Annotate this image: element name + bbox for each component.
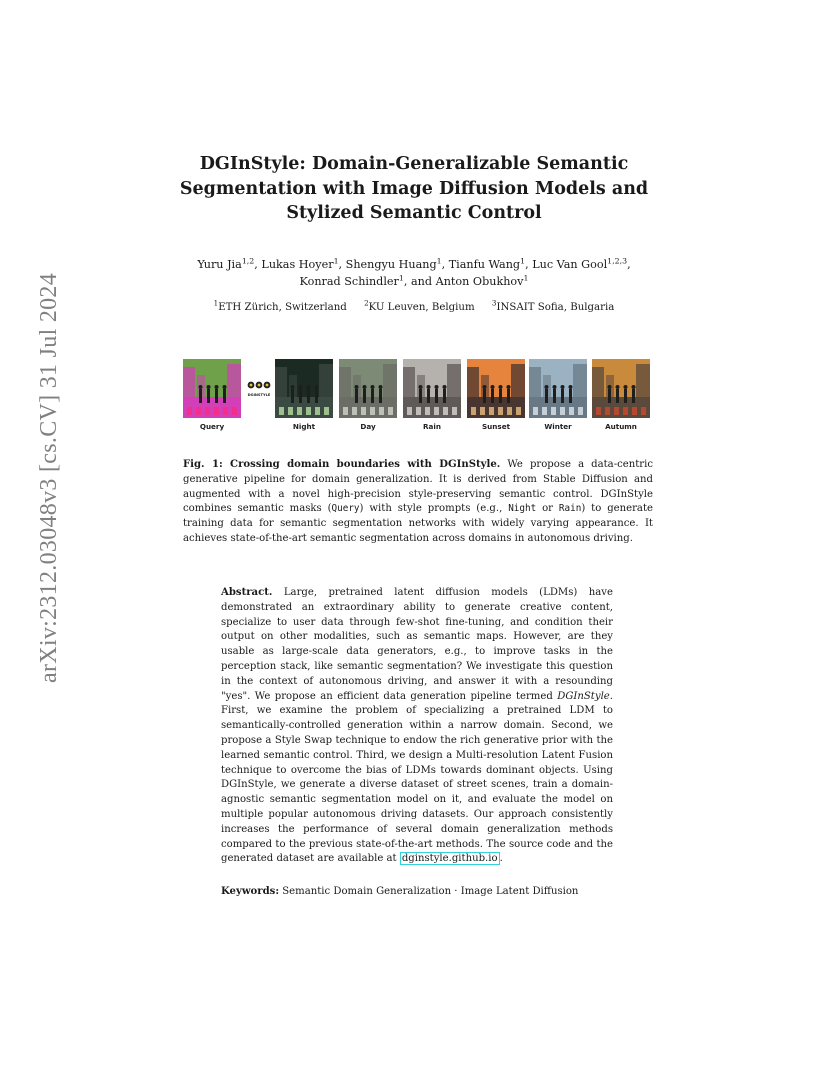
panel-label: Rain: [423, 422, 441, 431]
affiliation-mark: 2: [364, 298, 369, 308]
title-line-1: DGInStyle: Domain-Generalizable Semantic: [199, 154, 629, 174]
author-name: Konrad Schindler: [299, 275, 399, 288]
affiliation: [364, 298, 475, 313]
affiliation-list: [150, 300, 678, 316]
affiliation-name: KU Leuven, Belgium: [368, 302, 475, 313]
caption-code: Query: [331, 503, 360, 515]
panel-image-query: [183, 359, 241, 418]
affiliation-mark: 1: [213, 298, 219, 308]
panel-label: Night: [292, 422, 316, 431]
title-line-3: Stylized Semantic Control: [286, 203, 542, 223]
affiliation-name: INSAIT Sofia, Bulgaria: [496, 302, 615, 313]
author-list: [170, 256, 658, 290]
dginstyle-logo: [246, 379, 272, 399]
abstract-method-name: DGInStyle: [557, 690, 610, 702]
caption-code: Night: [508, 503, 537, 515]
teaser-figure: [183, 359, 653, 437]
affiliation-name: ETH Zürich, Switzerland: [218, 302, 347, 313]
panel-label: Sunset: [482, 422, 510, 431]
caption-text: ) with style prompts (e.g.,: [359, 503, 509, 515]
caption-label: Fig. 1: Crossing domain boundaries with DGInStyle.: [183, 459, 501, 470]
figure-caption: [183, 458, 653, 547]
author-affiliation-mark: 1: [436, 256, 442, 266]
keywords-heading: Keywords:: [221, 886, 280, 897]
logo-text: DGINSTYLE: [247, 393, 271, 397]
panel-image-autumn: [592, 359, 650, 418]
caption-text: We propose a data-centric generative pipeline for domain generalization. It is derived from Stable Diffusion and augmented with a novel high-precision style-preserving semantic control. DGInStyle combines semantic masks (: [183, 459, 654, 515]
panel-label: Winter: [544, 422, 572, 431]
panel-label: Day: [360, 422, 376, 431]
author-name: Luc Van Gool: [532, 258, 608, 271]
author-name: Shengyu Huang: [345, 258, 437, 271]
paper-title: [150, 152, 678, 226]
author-name: Yuru Jia: [197, 258, 242, 271]
author-affiliation-mark: 1: [398, 273, 404, 283]
panel-image-rain: [403, 359, 461, 418]
author-conjunction: and: [411, 275, 433, 288]
title-line-2: Segmentation with Image Diffusion Models and: [179, 178, 649, 199]
panel-image-sunset: [467, 359, 525, 418]
abstract: [221, 586, 613, 867]
keywords: [221, 885, 641, 900]
author-affiliation-mark: 1: [333, 256, 339, 266]
caption-text: ) to generate training data for semantic segmentation networks with widely varying appearance. It achieves state-of-the-art semantic segmentation across domains in autonomous driving.: [183, 503, 653, 544]
author-affiliation-mark: 1: [523, 273, 529, 283]
author-line-2: Konrad Schindler$^1$, and Anton Obukhov$^1$: [299, 273, 529, 288]
author-name: Anton Obukhov: [435, 275, 524, 288]
arxiv-identifier: arXiv:2312.03048v3 [cs.CV] 31 Jul 2024: [36, 272, 62, 683]
affiliation: [491, 298, 615, 313]
panel-image-winter: [529, 359, 587, 418]
panel-label: Autumn: [605, 422, 637, 431]
panel-label: Query: [199, 422, 225, 431]
author-name: Tianfu Wang: [448, 258, 521, 271]
panel-image-day: [339, 359, 397, 418]
caption-text: or: [536, 503, 559, 515]
caption-code: Rain: [558, 503, 582, 515]
author-affiliation-mark: 1,2,3: [607, 256, 628, 266]
author-affiliation-mark: 1: [520, 256, 526, 266]
abstract-text: .: [499, 853, 503, 865]
project-link[interactable]: dginstyle.github.io: [401, 853, 498, 865]
abstract-text: . First, we examine the problem of specializing a pretrained LDM to semantically-controlled generation within a narrow domain. Second, we propose a Style Swap technique to endow the rich generative prior with the learned semantic control. Third, we design a Multi-resolution Latent Fusion technique to overcome the bias of LDMs towards dominant objects. Using DGInStyle, we generate a diverse dataset of street scenes, train a domain-agnostic semantic segmentation model on it, and evaluate the model on multiple popular autonomous driving datasets. Our approach consistently increases the performance of several domain generalization methods compared to the previous state-of-the-art methods. The source code and the generated dataset are available at: [221, 690, 613, 865]
keywords-text: Semantic Domain Generalization · Image Latent Diffusion: [282, 886, 579, 897]
panel-image-night: [275, 359, 333, 418]
author-name: Lukas Hoyer: [261, 258, 334, 271]
author-affiliation-mark: 1,2: [241, 256, 255, 266]
abstract-heading: Abstract.: [221, 587, 273, 598]
affiliation-mark: 3: [491, 298, 497, 308]
affiliation: [213, 298, 347, 313]
author-line-1: Yuru Jia$^{1,2}$, Lukas Hoyer$^1$, Shengyu Huang$^1$, Tianfu Wang$^1$, Luc Van Gool$^{1,2,3}$,: [197, 256, 631, 271]
abstract-text: Large, pretrained latent diffusion models (LDMs) have demonstrated an extraordinary ability to generate creative content, specialize to user data through few-shot fine-tuning, and condition their output on other modalities, such as semantic maps. However, are they usable as large-scale data generators, e.g., to improve tasks in the perception stack, like semantic segmentation? We investigate this question in the context of autonomous driving, and answer it with a resounding "yes". We propose an efficient data generation pipeline termed: [221, 587, 613, 702]
